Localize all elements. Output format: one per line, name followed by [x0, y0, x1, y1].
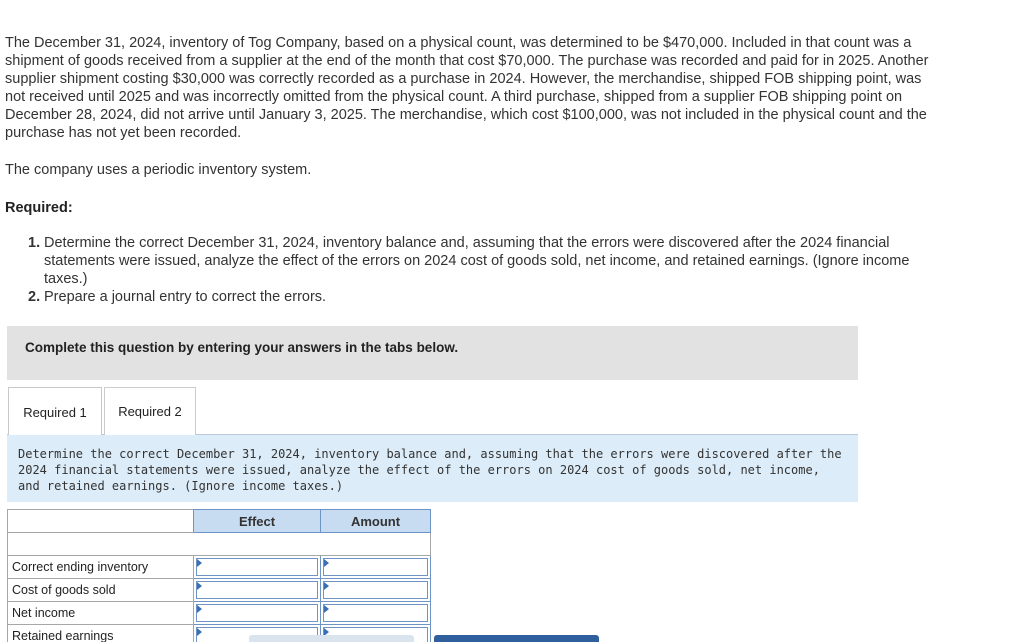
prev-tab-button[interactable] — [249, 635, 414, 642]
tab-instruction: Determine the correct December 31, 2024, inventory balance and, assuming that the errors were discovered after the 2024 financial statements were issued, analyze the effect of the errors on 2024 cost of goods sold, net income, and retained earnings. (Ignore income taxes.) — [7, 435, 858, 502]
requirement-number: 2. — [28, 289, 41, 305]
table-row — [8, 602, 431, 625]
effect-dropdown[interactable] — [196, 558, 318, 576]
table-row — [8, 556, 431, 579]
required-heading: Required: — [5, 200, 73, 216]
amount-input[interactable] — [323, 604, 428, 622]
header-effect: Effect — [194, 510, 321, 533]
effect-dropdown[interactable] — [196, 581, 318, 599]
requirement-number: 1. — [28, 235, 41, 251]
dropdown-arrow-icon — [324, 582, 329, 590]
amount-cell[interactable] — [321, 579, 431, 602]
requirement-text: Prepare a journal entry to correct the errors. — [44, 289, 327, 305]
amount-input[interactable] — [323, 558, 428, 576]
effect-select[interactable] — [194, 556, 321, 579]
next-tab-button[interactable] — [434, 635, 599, 642]
requirement-text: Determine the correct December 31, 2024, inventory balance and, assuming that the errors were discovered after the 2024 financial statements were issued, analyze the effect of the errors on 2024 cost of goods sold, net income, and retained earnings. (Ignore income taxes.) — [44, 235, 910, 287]
header-amount: Amount — [321, 510, 431, 533]
dropdown-arrow-icon — [197, 628, 202, 636]
dropdown-arrow-icon — [197, 582, 202, 590]
row-label: Correct ending inventory — [8, 556, 194, 579]
answer-table — [7, 509, 431, 642]
dropdown-arrow-icon — [197, 559, 202, 567]
amount-input[interactable] — [323, 581, 428, 599]
effect-dropdown[interactable] — [196, 604, 318, 622]
instructions-banner — [7, 326, 858, 380]
table-row — [8, 579, 431, 602]
table-header-row — [8, 510, 431, 533]
requirement-item — [28, 288, 948, 306]
effect-select[interactable] — [194, 579, 321, 602]
effect-select[interactable] — [194, 602, 321, 625]
tab-required-2[interactable]: Required 2 — [104, 387, 196, 435]
header-blank — [8, 510, 194, 533]
problem-text: The December 31, 2024, inventory of Tog Company, based on a physical count, was determined to be $470,000. Included in that count was a shipment of goods received from a supplier at the end of the month that cost $70,000. The purchase was recorded and paid for in 2025. Another supplier shipment costing $30,000 was correctly recorded as a purchase in 2024. However, the merchandise, shipped FOB shipping point, was not received until 2025 and was incorrectly omitted from the physical count. A third purchase, shipped from a supplier FOB shipping point on December 28, 2024, did not arrive until January 3, 2025. The merchandise, which cost $100,000, was not included in the physical count and the purchase has not yet been recorded. — [5, 35, 929, 141]
amount-cell[interactable] — [321, 602, 431, 625]
requirements-list — [28, 234, 948, 306]
banner-text: Complete this question by entering your answers in the tabs below. — [25, 340, 459, 355]
row-label: Cost of goods sold — [8, 579, 194, 602]
amount-cell[interactable] — [321, 556, 431, 579]
tab-required-1[interactable]: Required 1 — [8, 387, 102, 436]
dropdown-arrow-icon — [324, 605, 329, 613]
requirement-item — [28, 234, 948, 288]
tab-bar — [7, 387, 858, 435]
dropdown-arrow-icon — [197, 605, 202, 613]
dropdown-arrow-icon — [324, 559, 329, 567]
row-label: Net income — [8, 602, 194, 625]
company-note: The company uses a periodic inventory system. — [5, 162, 312, 178]
row-label: Retained earnings — [8, 625, 194, 642]
